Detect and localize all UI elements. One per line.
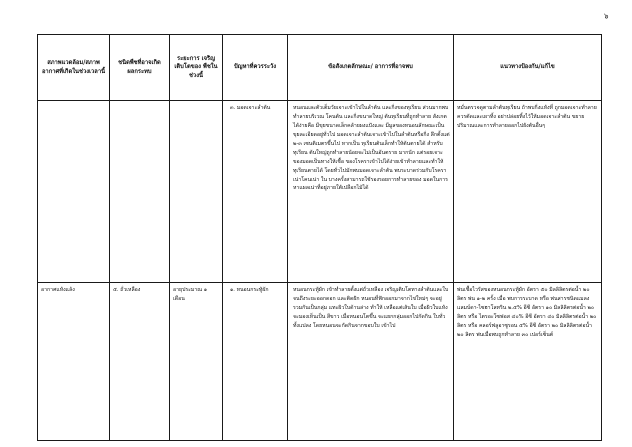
pest-guidance-table <box>37 34 602 441</box>
header-prevention: แนวทางป้องกัน/แก้ไข <box>454 35 602 101</box>
cell-growth-stage: อายุประมาณ ๑ เดือน <box>170 283 223 441</box>
header-problem: ปัญหาที่ควรระวัง <box>223 35 288 101</box>
table-row <box>38 283 602 441</box>
cell-symptoms: หนอนและตัวเต็มวัยเจาะเข้าไปในลำต้น และกิ่งของทุเรียน ส่วนมากพบทำลายบริเวณ โคนต้น และกิ่งขนาดใหญ่ ต้นทุเรียนที่ถูกทำลาย สังเกตได้ง่ายคือ มีขุยขนาดเล็กคล้ายผงแป้งและ มีมูลของหนอนลักษณะเป็นขุยละเอียดอยู่ทั่วไป มอดเจาะลำต้นเจาะเข้าไปในลำต้นหรือกิ่ง ลึกตั้งแต่ ๒-๓ เซนติเมตรขึ้นไป หากเป็น ทุเรียนต้นเล็กทำให้ต้นตายได้ สำหรับทุเรียน ต้นใหญ่ถูกทำลายน้อยจะไม่เป็นอันตราย มากนัก แต่รอยเจาะของมอดเป็นทางให้เชื้อ ของโรคราเข้าไปได้ง่ายเข้าทำลายและทำให้ ทุเรียนตายได้ โดยทั่วไปมักพบมอดเจาะลำต้น พบระบาดร่วมกับโรคราเน่าโคนเน่า ใน บางครั้งสามารถใช้รองรอยการทำลายของ มอดในการหาแผลเน่าที่อยู่ภายใต้เปลือกไม้ได้ <box>288 101 454 283</box>
cell-problem: ๓. มอดเจาะลำต้น <box>223 101 288 283</box>
cell-environment: อากาศแห้งแล้ง <box>38 283 110 441</box>
header-crop-type: ชนิดพืชที่อาจเกิด ผลกระทบ <box>110 35 170 101</box>
cell-symptoms: หนอนกระทู้ผัก เข้าทำลายตั้งแต่ถั่วเหลือง เจริญเติบโตทางลำต้นและใบ จนถึงระยะออกดอก และติดฝัก หนอนที่ฟักออกมาจากไข่ใหม่ๆ จะอยู่รวมกันเป็นกลุ่ม แทะผิวใบด้านล่าง ทำให้ เหลือแต่เส้นใบ เมื่อผิวใบแห้งจะมองเห็นเป็น สีขาว เมื่อหนอนโตขึ้น จะแยกกลุ่มออกไปกัดกิน ใบทั่วทั้งแปลง โดยหนอนจะกัดกินจากขอบใบ เข้าไป <box>288 283 454 441</box>
page-number: ๖ <box>604 12 609 20</box>
cell-prevention: หมั่นตรวจดูตามลำต้นทุเรียน ถ้าพบกิ่งแห้งที่ ถูกมอดเจาะทำลาย ควรตัดและเผาทิ้ง อย่าปล่อยทิ้งไว้ให้มอดเจาะลำต้น ขยาย ปริมาณและการทำลายออกไปยังต้นอื่นๆ <box>454 101 602 283</box>
table-header-row <box>38 35 602 101</box>
cell-crop-type <box>110 101 170 283</box>
cell-growth-stage <box>170 101 223 283</box>
cell-problem: ๑. หนอนกระทู้ผัก <box>223 283 288 441</box>
header-symptoms: ข้อสังเกตลักษณะ/ อาการที่อาจพบ <box>288 35 454 101</box>
header-growth-stage: ระยะการ เจริญเติบโตของ พืชในช่วงนี้ <box>170 35 223 101</box>
cell-prevention: พ่นเชื้อไวรัสของหนอนกระทู้ผัก อัตรา ๕๐ มิลลิลิตรต่อน้ำ ๒๐ ลิตร พ่น ๑-๒ ครั้ง เมื่อ พบการระบาด หรือ พ่นสารชนิดแมลง แลมบ์ดา-ไซฮาโลทริน ๒.๕% อีซี อัตรา ๑๐ มิลลิลิตรต่อน้ำ ๒๐ ลิตร หรือ ไตรอะโซฟอส ๔๐% อีซี อัตรา ๔๐ มิลลิลิตรต่อน้ำ ๒๐ ลิตร หรือ คลอร์ฟลูอาซูรอน ๕% อีซี อัตรา ๒๐ มิลลิลิตรต่อน้ำ ๒๐ ลิตร พ่นเมื่อพบถูกทำลาย ๓๐ เปอร์เซ็นต์ <box>454 283 602 441</box>
table-row <box>38 101 602 283</box>
cell-environment <box>38 101 110 283</box>
header-environment: สภาพแวดล้อม/สภาพ อากาศที่เกิดในช่วงเวลานี้ <box>38 35 110 101</box>
cell-crop-type: ๕. ถั่วเหลือง <box>110 283 170 441</box>
